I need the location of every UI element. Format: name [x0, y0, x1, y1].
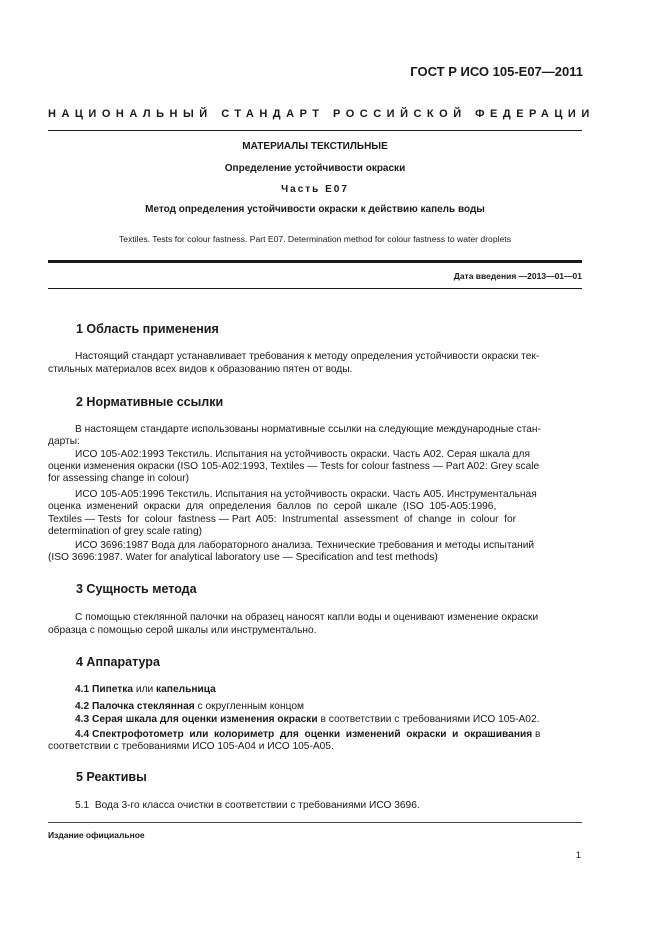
item-4-3 — [75, 714, 582, 726]
item-4-2-number: 4.2 — [75, 701, 90, 712]
standard-code: ГОСТ Р ИСО 105-Е07—2011 — [410, 64, 583, 79]
s1-paragraph-line-2: стильных материалов всех видов к образованию пятен от воды. — [48, 364, 353, 375]
item-4-3-rest: в соответствии с требованиями ИСО 105-А02. — [317, 714, 540, 725]
item-4-4 — [75, 729, 582, 741]
s2-intro-line-2: дарты: — [48, 436, 80, 447]
item-4-1 — [75, 684, 582, 696]
footer-divider — [48, 822, 582, 823]
date-divider — [48, 288, 582, 289]
ref-3-line-2: (ISO 3696:1987. Water for analytical laboratory use — Specification and test methods) — [48, 552, 438, 563]
s3-paragraph-line-2: образца с помощью серой шкалы или инструментально. — [48, 625, 317, 636]
item-4-1-mid: или — [133, 684, 157, 695]
item-4-4-line-2: соответствии с требованиями ИСО 105-А04 и ИСО 105-А05. — [48, 741, 334, 752]
item-4-1-bold-2: капельница — [156, 684, 216, 695]
title-divider-thick — [48, 260, 582, 263]
item-4-2-rest: с округленным концом — [194, 701, 304, 712]
ref-3-line-1: ИСО 3696:1987 Вода для лабораторного анализа. Технические требования и методы испытаний — [75, 540, 535, 551]
ref-2-line-4: determination of grey scale rating) — [48, 526, 203, 537]
page-number: 1 — [575, 850, 581, 861]
ref-1-line-2: оценки изменения окраски (ISO 105-A02:1993, Textiles — Tests for colour fastness — Part A02: Grey scale — [48, 461, 540, 472]
s2-intro-line-1: В настоящем стандарте использованы нормативные ссылки на следующие международные стан- — [75, 424, 541, 435]
section-3-heading: 3 Сущность метода — [76, 582, 197, 596]
top-divider — [48, 130, 582, 131]
title-line-2: Определение устойчивости окраски — [224, 163, 406, 174]
item-4-3-bold: Серая шкала для оценки изменения окраски — [92, 714, 318, 725]
ref-2-line-2: оценка изменений окраски для определения баллов по серой шкале (ISO 105-A05:1996, — [48, 501, 497, 512]
title-english: Textiles. Tests for colour fastness. Part E07. Determination method for colour fastness to water droplets — [119, 234, 511, 244]
title-line-4: Метод определения устойчивости окраски к действию капель воды — [145, 204, 485, 215]
item-4-3-number: 4.3 — [75, 714, 90, 725]
item-4-4-rest: в — [532, 729, 541, 740]
item-4-2-bold: Палочка стеклянная — [92, 701, 195, 712]
official-edition-label: Издание официальное — [48, 830, 145, 840]
item-4-2 — [75, 701, 582, 713]
section-2-heading: 2 Нормативные ссылки — [76, 395, 224, 409]
s3-paragraph-line-1: С помощью стеклянной палочки на образец наносят капли воды и оценивают изменение окраски — [75, 612, 539, 623]
ref-2-line-1: ИСО 105-А05:1996 Текстиль. Испытания на устойчивость окраски. Часть А05. Инструментальная — [75, 489, 537, 500]
item-4-1-number: 4.1 — [75, 684, 90, 695]
ref-2-line-3: Textiles — Tests for colour fastness — Part A05: Instrumental assessment of change in colour for — [48, 514, 517, 525]
section-1-heading: 1 Область применения — [76, 322, 219, 336]
title-line-1: МАТЕРИАЛЫ ТЕКСТИЛЬНЫЕ — [242, 141, 388, 152]
section-4-heading: 4 Аппаратура — [76, 655, 160, 669]
section-5-heading: 5 Реактивы — [76, 770, 147, 784]
ref-1-line-1: ИСО 105-А02:1993 Текстиль. Испытания на устойчивость окраски. Часть А02. Серая шкала для — [75, 449, 530, 460]
s5-item-5-1: 5.1 Вода 3-го класса очистки в соответствии с требованиями ИСО 3696. — [75, 800, 420, 811]
title-part: Часть Е07 — [281, 184, 349, 195]
national-standard-banner: НАЦИОНАЛЬНЫЙ СТАНДАРТ РОССИЙСКОЙ ФЕДЕРАЦИИ — [48, 108, 595, 120]
introduction-date: Дата введения —2013—01—01 — [453, 271, 582, 281]
ref-1-line-3: for assessing change in colour) — [48, 473, 190, 484]
item-4-1-bold: Пипетка — [92, 684, 134, 695]
item-4-4-bold: Спектрофотометр или колориметр для оценки изменений окраски и окрашивания — [92, 729, 533, 740]
item-4-4-number: 4.4 — [75, 729, 90, 740]
s1-paragraph-line-1: Настоящий стандарт устанавливает требования к методу определения устойчивости окраски тек- — [75, 351, 540, 362]
